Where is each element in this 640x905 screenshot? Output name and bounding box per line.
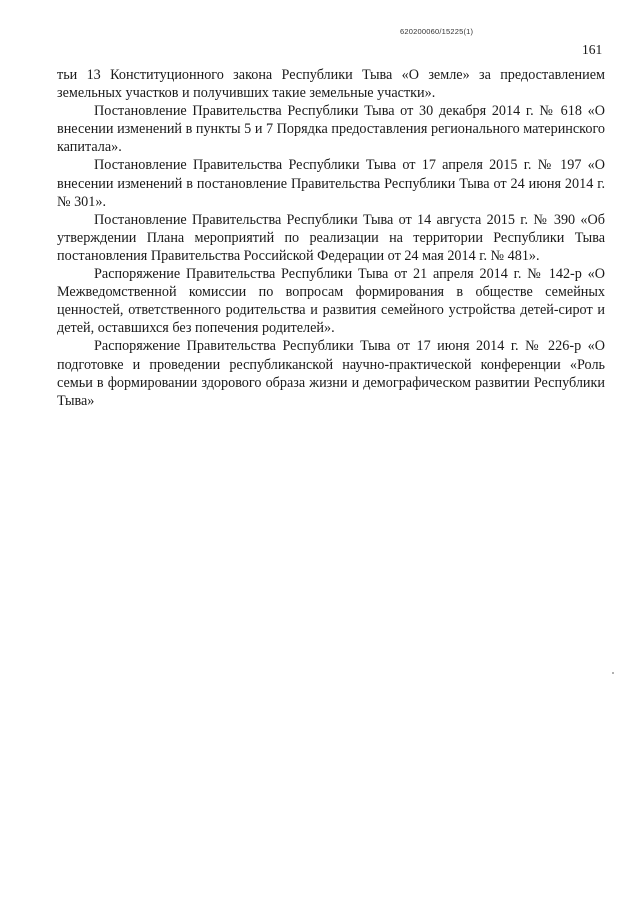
- document-registration-stamp: 620200060/15225(1): [400, 27, 474, 36]
- paragraph-order-226r: Распоряжение Правительства Республики Тыва от 17 июня 2014 г. № 226-р «О подготовке и проведении республиканской научно-практической конференции «Роль семьи в формировании здорового образа жизни и демографическом развитии Республики Тыва»: [57, 338, 605, 409]
- paragraph-order-142r: Распоряжение Правительства Республики Тыва от 21 апреля 2014 г. № 142-р «О Межведомственной комиссии по вопросам формирования в обществе семейных ценностей, ответственного родительства и развития семейного устройства детей-сирот и детей, оставшихся без попечения родителей».: [57, 266, 605, 337]
- scan-speck: [612, 672, 614, 674]
- paragraph-resolution-390: Постановление Правительства Республики Тыва от 14 августа 2015 г. № 390 «Об утверждении Плана мероприятий по реализации на территории Республики Тыва постановления Правительства Российской Федерации от 24 мая 2014 г. № 481».: [57, 211, 605, 264]
- paragraph-continuation: тьи 13 Конституционного закона Республики Тыва «О земле» за предоставлением земельных участков и получивших такие земельные участки».: [57, 67, 605, 102]
- page-number: 161: [582, 42, 603, 57]
- paragraph-resolution-618: Постановление Правительства Республики Тыва от 30 декабря 2014 г. № 618 «О внесении изменений в пункты 5 и 7 Порядка предоставления регионального материнского капитала».: [57, 103, 605, 156]
- paragraph-resolution-197: Постановление Правительства Республики Тыва от 17 апреля 2015 г. № 197 «О внесении изменений в постановление Правительства Республики Тыва от 24 июня 2014 г. № 301».: [57, 157, 605, 210]
- document-body: [57, 66, 605, 410]
